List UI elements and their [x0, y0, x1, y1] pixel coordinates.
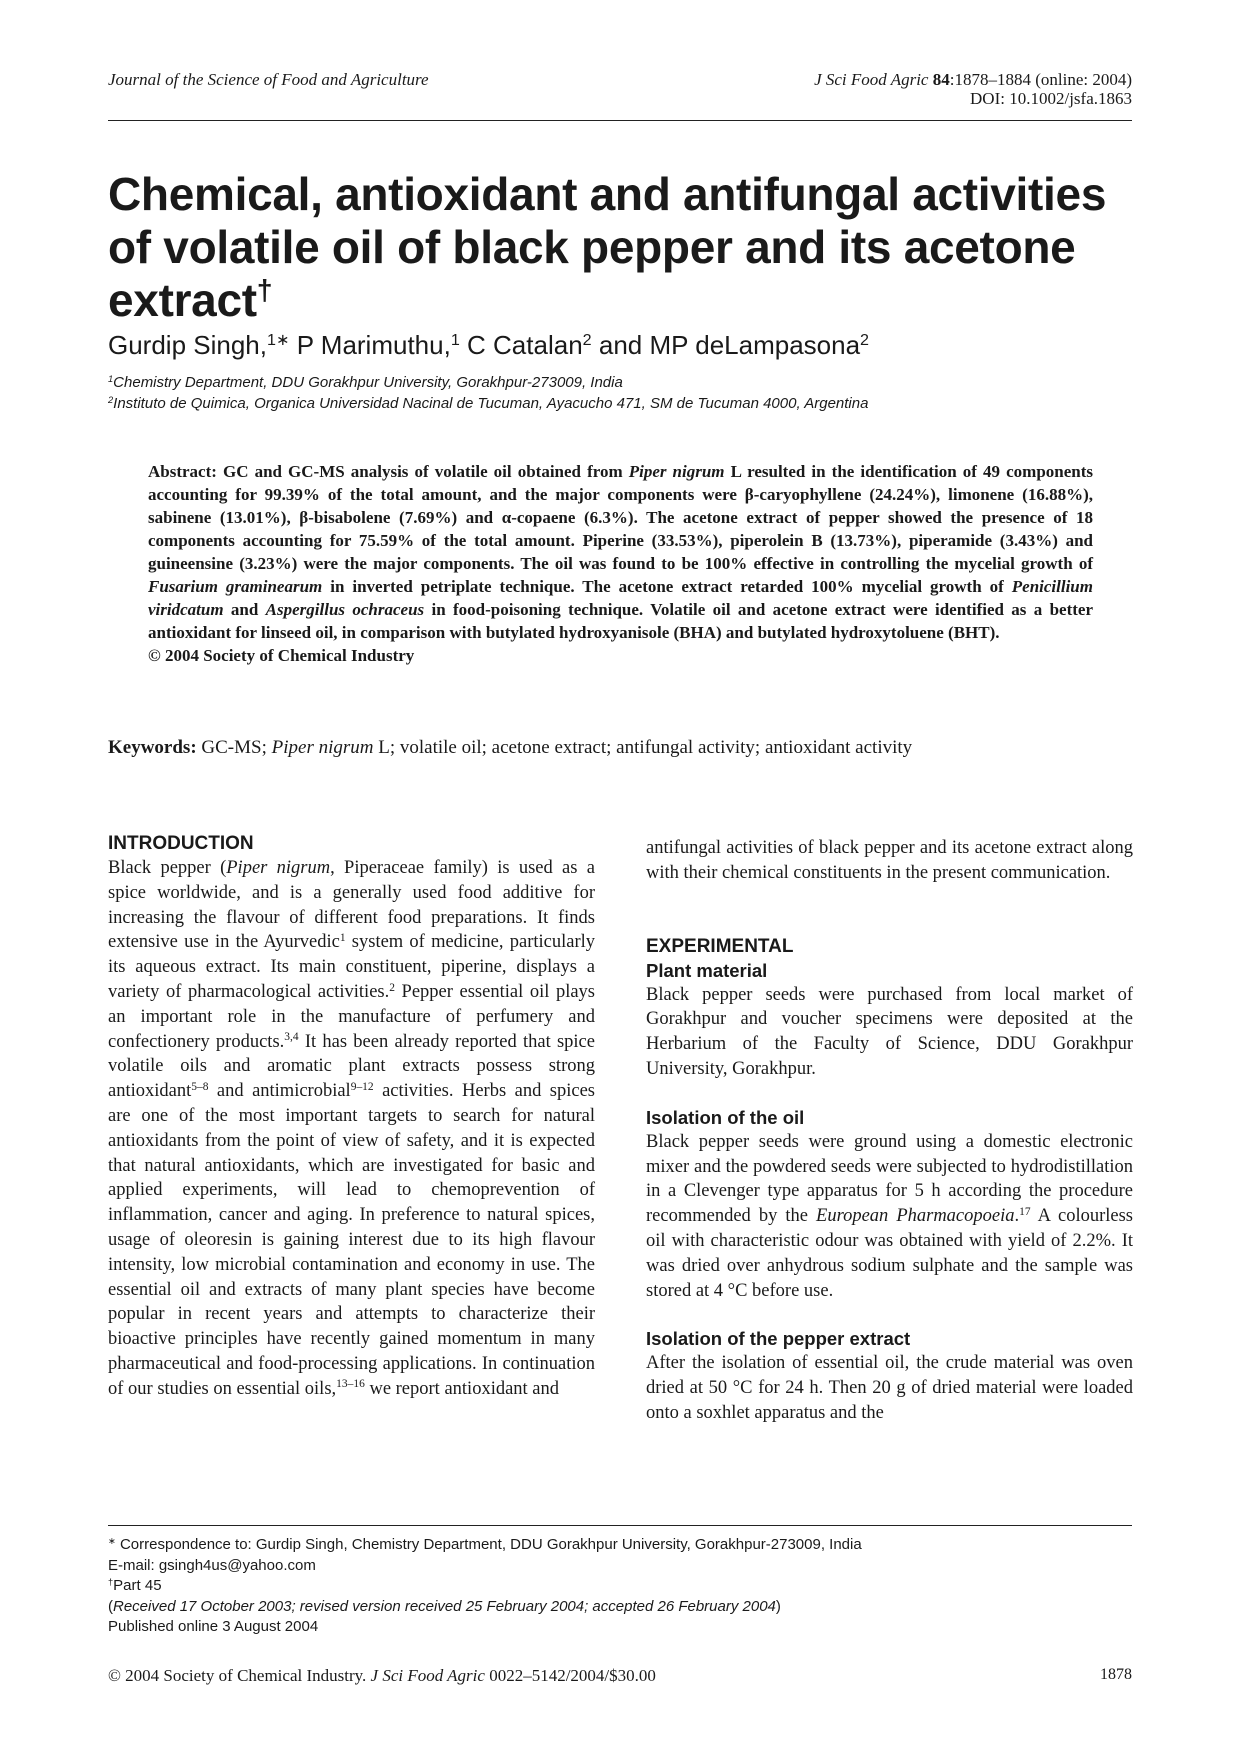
footnotes	[108, 1535, 1132, 1638]
doi: DOI: 10.1002/jsfa.1863	[970, 89, 1132, 108]
running-header-journal: Journal of the Science of Food and Agriculture	[108, 70, 429, 89]
abstract-text-4: and	[230, 600, 259, 619]
author-and: and	[598, 330, 643, 360]
email-note[interactable]: E-mail: gsingh4us@yahoo.com	[108, 1556, 316, 1574]
page-number: 1878	[1100, 1666, 1132, 1683]
author-4-sup: 2	[860, 331, 870, 350]
intro-species: Piper nigrum	[226, 858, 331, 878]
author-3-sup: 2	[582, 331, 592, 350]
intro-ref-6: 13–16	[336, 1378, 365, 1391]
author-2-sup: 1	[450, 331, 460, 350]
isolation-extract-heading: Isolation of the pepper extract	[646, 1328, 911, 1350]
abstract-copyright: © 2004 Society of Chemical Industry	[148, 646, 415, 665]
plant-material-paragraph: Black pepper seeds were purchased from local market of Gorakhpur and voucher specimens were deposited at the Herbarium of the Faculty of Science, DDU Gorakhpur University, Gorakhpur.	[646, 984, 1133, 1079]
citation-journal: J Sci Food Agric	[814, 70, 929, 89]
isolation-oil-heading: Isolation of the oil	[646, 1106, 805, 1128]
intro-text-3: system of medicine, particularly its aqueous extract. Its main constituent, piperine, displays a variety of pharmacological activities.	[108, 932, 595, 1002]
intro-ref-2: 2	[389, 981, 395, 994]
title-line-3-text: extract	[108, 274, 257, 326]
abstract-body	[148, 460, 1093, 644]
intro-text-1: Black pepper (	[108, 858, 227, 878]
affiliation-1-sup: 1	[108, 373, 114, 384]
title-line-2: of volatile oil of black pepper and its acetone	[108, 221, 1076, 273]
bottom-issn: 0022–5142/2004/$30.00	[489, 1666, 656, 1685]
part-note	[108, 1576, 1132, 1597]
received-open: (	[108, 1597, 113, 1615]
experimental-heading: EXPERIMENTAL	[646, 935, 794, 957]
intro-text-8: we report antioxidant and	[364, 1378, 560, 1399]
author-3: C Catalan	[467, 330, 583, 360]
affiliation-2-text: Instituto de Quimica, Organica Universidad Nacinal de Tucuman, Ayacucho 471, SM de Tucuman 4000, Argentina	[113, 395, 869, 412]
abstract-species-2: Fusarium graminearum	[148, 577, 323, 596]
oil-text-2: A colourless oil with characteristic odour was obtained with yield of 2.2%. It was dried over anhydrous sodium sulphate and the sample was stored at 4 °C before use.	[646, 1206, 1133, 1301]
received-note	[108, 1597, 1132, 1618]
part-text: Part 45	[113, 1577, 162, 1594]
oil-ref: 17	[1019, 1205, 1031, 1218]
affiliation-1	[108, 372, 868, 393]
keyword-1: GC-MS;	[201, 737, 267, 758]
header-rule	[108, 120, 1132, 121]
part-sup: †	[108, 1576, 114, 1587]
abstract-text-2: L resulted in the identification of 49 components accounting for 99.39% of the total amount, and the major components were β-caryophyllene (24.24%), limonene (16.88%), sabinene (13.01%), β-bisabolene (7.69%) and α-copaene (6.3%). The acetone extract of pepper showed the presence of 18 components accounting for 75.59% of the total amount. Piperine (33.53%), piperolein B (13.73%), piperamide (3.43%) and guineensine (3.23%) were the major components. The oil was found to be 100% effective in controlling the mycelial growth of	[148, 462, 1094, 573]
author-4: MP deLampasona	[649, 330, 861, 360]
column-left	[108, 832, 595, 1402]
abstract-text-5: in food-poisoning technique. Volatile oil and acetone extract were identified as a better antioxidant for linseed oil, in comparison with butylated hydroxyanisole (BHA) and butylated hydroxytoluene (BHT).	[148, 600, 1094, 642]
introduction-continuation: antifungal activities of black pepper and its acetone extract along with their chemical constituents in the present communication.	[646, 838, 1133, 883]
intro-text-5: It has been already reported that spice volatile oils and aromatic plant extracts possess strong antioxidant	[108, 1031, 595, 1102]
abstract-species-1: Piper nigrum	[628, 462, 725, 481]
citation-pages: :1878–1884 (online: 2004)	[949, 70, 1132, 89]
authors	[108, 330, 869, 360]
running-header-citation	[814, 70, 1132, 108]
citation-volume: 84	[932, 70, 950, 89]
received-text: Received 17 October 2003; revised version received 25 February 2004; accepted 26 February 2004	[113, 1597, 776, 1615]
intro-ref-4: 5–8	[191, 1080, 209, 1093]
column-right	[646, 836, 1133, 1426]
spacer	[646, 1082, 1133, 1106]
keyword-rest: L; volatile oil; acetone extract; antifungal activity; antioxidant activity	[378, 737, 913, 758]
introduction-heading: INTRODUCTION	[108, 833, 254, 854]
author-2: P Marimuthu,	[296, 330, 451, 360]
affiliation-2-sup: 2	[108, 394, 114, 405]
article-title	[108, 168, 1148, 327]
oil-pharmacopoeia: European Pharmacopoeia	[816, 1206, 1015, 1227]
keywords	[108, 737, 912, 759]
isolation-extract-paragraph: After the isolation of essential oil, the crude material was oven dried at 50 °C for 24 h. Then 20 g of dried material were loaded onto a soxhlet apparatus and the	[646, 1353, 1133, 1423]
abstract-text-1: GC and GC-MS analysis of volatile oil obtained from	[223, 462, 623, 481]
affiliation-1-text: Chemistry Department, DDU Gorakhpur University, Gorakhpur-273009, India	[113, 374, 623, 391]
title-dagger: †	[256, 275, 273, 308]
affiliation-2	[108, 393, 868, 414]
intro-text-4: Pepper essential oil plays an important role in the manufacture of perfumery and confectionery products.	[108, 981, 595, 1052]
correspondence-note	[108, 1535, 1132, 1556]
intro-text-6: and antimicrobial	[208, 1081, 351, 1102]
correspondence-text: Correspondence to: Gurdip Singh, Chemistry Department, DDU Gorakhpur University, Gorakhpur-273009, India	[119, 1536, 862, 1553]
title-line-3	[108, 274, 1148, 327]
abstract-species-4: Aspergillus ochraceus	[265, 600, 425, 619]
affiliations	[108, 372, 868, 414]
keyword-2: Piper nigrum	[271, 737, 374, 758]
intro-text-2: , Piperaceae family) is used as a spice worldwide, and is a generally used food additive for increasing the flavour of different food preparations. It finds extensive use in the Ayurvedic	[108, 858, 595, 953]
intro-ref-5: 9–12	[350, 1080, 374, 1093]
title-line-1: Chemical, antioxidant and antifungal activities	[108, 168, 1107, 220]
abstract	[148, 460, 1093, 667]
bottom-copyright-text: © 2004 Society of Chemical Industry.	[108, 1666, 367, 1685]
abstract-label: Abstract:	[148, 462, 217, 481]
published-note: Published online 3 August 2004	[108, 1618, 319, 1635]
spacer	[646, 1303, 1133, 1327]
spacer	[646, 886, 1133, 935]
keywords-label: Keywords:	[108, 737, 197, 758]
intro-ref-3: 3,4	[284, 1031, 299, 1044]
citation-line	[814, 70, 1132, 89]
intro-text-7: activities. Herbs and spices are one of the most important targets to search for natural antioxidants from the point of view of safety, and it is expected that natural antioxidants, which are investigated for basic and applied experiments, will lead to chemoprevention of inflammation, cancer and aging. In preference to natural spices, usage of oleoresin is gaining interest due to its high flavour intensity, low microbial contamination and economy in use. The essential oil and extracts of many plant species have become popular in recent years and attempts to characterize their bioactive principles have recently gained momentum in many pharmaceutical and food-processing applications. In continuation of our studies on essential oils,	[108, 1081, 595, 1399]
oil-text-1: Black pepper seeds were ground using a domestic electronic mixer and the powdered seeds were subjected to hydrodistillation in a Clevenger type apparatus for 5 h according the procedure recommended by the	[646, 1131, 1133, 1227]
footnote-rule	[108, 1525, 1132, 1526]
author-1-sup: 1∗	[266, 331, 290, 350]
plant-material-heading: Plant material	[646, 959, 768, 981]
isolation-oil-paragraph: Black pepper seeds were ground using a domestic electronic mixer and the powdered seeds were subjected to hydrodistillation in a Clevenger type apparatus for 5 h according the procedure recommended by the European Pharmacopoeia.$^{17}$ A colourless oil with characteristic odour was obtained with yield of 2.2%. It was dried over anhydrous sodium sulphate and the sample was stored at 4 °C before use.	[646, 1131, 1133, 1301]
bottom-journal: J Sci Food Agric	[370, 1666, 485, 1685]
abstract-species-3: Penicillium viridcatum	[148, 577, 1093, 619]
correspondence-sup: ∗	[108, 1535, 116, 1546]
bottom-copyright	[108, 1666, 656, 1686]
received-close: )	[775, 1597, 781, 1615]
intro-ref-1: 1	[339, 932, 346, 945]
author-1: Gurdip Singh,	[108, 330, 267, 360]
abstract-text-3: in inverted petriplate technique. The acetone extract retarded 100% mycelial growth of	[330, 577, 1004, 596]
introduction-paragraph	[108, 856, 595, 1402]
